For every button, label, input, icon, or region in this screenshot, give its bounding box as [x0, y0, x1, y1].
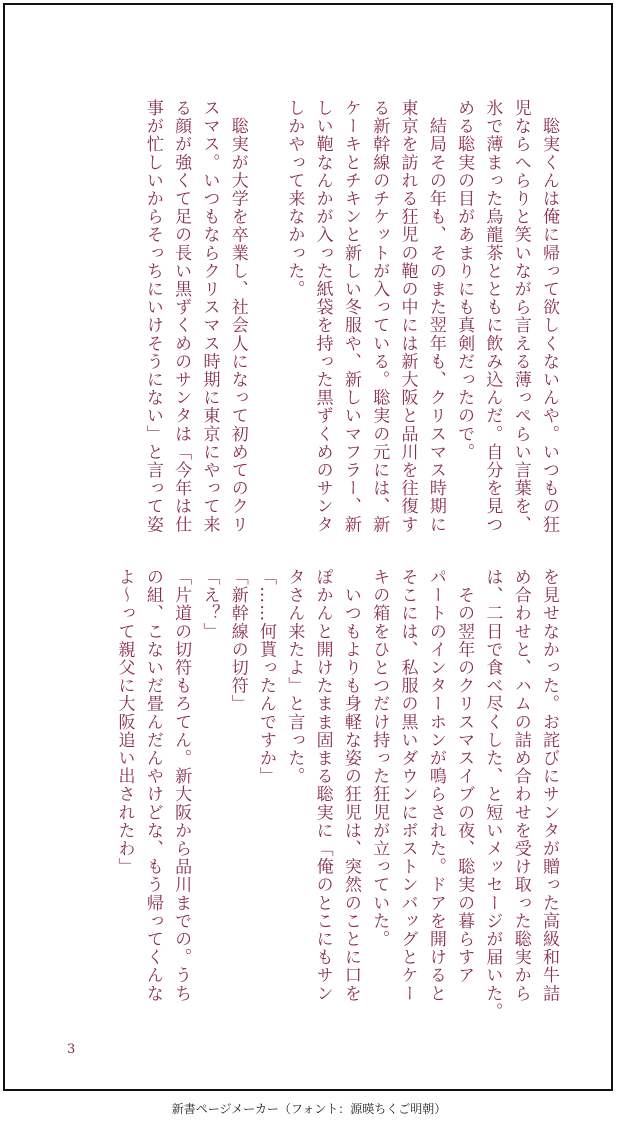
text-line: しい鞄なんかが入った紙袋を持った黒ずくめのサンタ — [312, 99, 333, 534]
bottom-text-block — [110, 568, 563, 1020]
dialogue-line: 「え？」 — [199, 568, 220, 641]
text-line: を見せなかった。お詫びにサンタが贈った高級和牛詰 — [539, 568, 559, 1003]
text-line: パートのインターホンが鳴らされた。ドアを開けると — [425, 568, 446, 1003]
text-line: め合わせと、ハムの詰め合わせを受け取った聡実から — [510, 568, 531, 1003]
text-line: る新幹線のチケットが入っている。聡実の元には、新 — [369, 99, 390, 534]
footer-credit: 新書ページメーカー（フォント：源暎ちくご明朝） — [171, 1102, 447, 1116]
text-line: 事が忙しいからそっちにいけそうにない」と言って姿 — [142, 99, 163, 534]
dialogue-line: よ〜って親父に大阪追い出されたわ」 — [114, 568, 135, 876]
text-line: 氷で薄まった烏龍茶とともに飲み込んだ。自分を見つ — [482, 99, 503, 534]
text-line: ぽかんと開けたまま固まる聡実に「俺のとこにもサン — [312, 568, 333, 1003]
text-line: 聡実くんは俺に帰って欲しくないんや。いつもの狂 — [539, 99, 559, 534]
dialogue-line: 「新幹線の切符」 — [227, 568, 248, 713]
text-line: その翌年のクリスマスイブの夜、聡実の暮らすア — [454, 568, 475, 985]
dialogue-line: の組、こないだ畳んだんやけどな、もう帰ってくんな — [142, 568, 163, 1003]
text-line: しかやって来なかった。 — [284, 99, 305, 299]
page-number: 3 — [67, 1042, 76, 1057]
text-line: は、二日で食べ尽くした、と短いメッセージが届いた。 — [482, 568, 503, 1021]
text-line: タさん来たよ」と言った。 — [284, 568, 305, 786]
text-line: いつもよりも身軽な姿の狂児は、突然のことに口を — [340, 568, 361, 1003]
text-line: 聡実が大学を卒業し、社会人になって初めてのクリ — [227, 99, 248, 534]
dialogue-line: 「……何貰ったんですか」 — [256, 568, 277, 786]
text-line: 東京を訪れる狂児の鞄の中には新大阪と品川を往復す — [397, 99, 418, 534]
book-page — [3, 3, 613, 1091]
dialogue-line: 「片道の切符もろてん。新大阪から品川までの。うち — [171, 568, 192, 1003]
top-text-block — [139, 99, 563, 551]
blank-line — [252, 99, 280, 551]
text-line: る顔が強くて足の長い黒ずくめのサンタは「今年は仕 — [171, 99, 192, 534]
text-line: 結局その年も、そのまた翌年も、クリスマス時期に — [425, 99, 446, 534]
text-line: スマス。いつもならクリスマス時期に東京にやって来 — [199, 99, 220, 534]
text-line: 児ならへらりと笑いながら言える薄っぺらい言葉を、 — [510, 99, 531, 534]
text-line: キの箱をひとつだけ持った狂児が立っていた。 — [369, 568, 390, 949]
text-line: ケーキとチキンと新しい冬服や、新しいマフラー、新 — [340, 99, 361, 534]
text-line: める聡実の目があまりにも真剣だったので。 — [454, 99, 475, 461]
text-line: そこには、私服の黒いダウンにボストンバッグとケー — [397, 568, 418, 1003]
